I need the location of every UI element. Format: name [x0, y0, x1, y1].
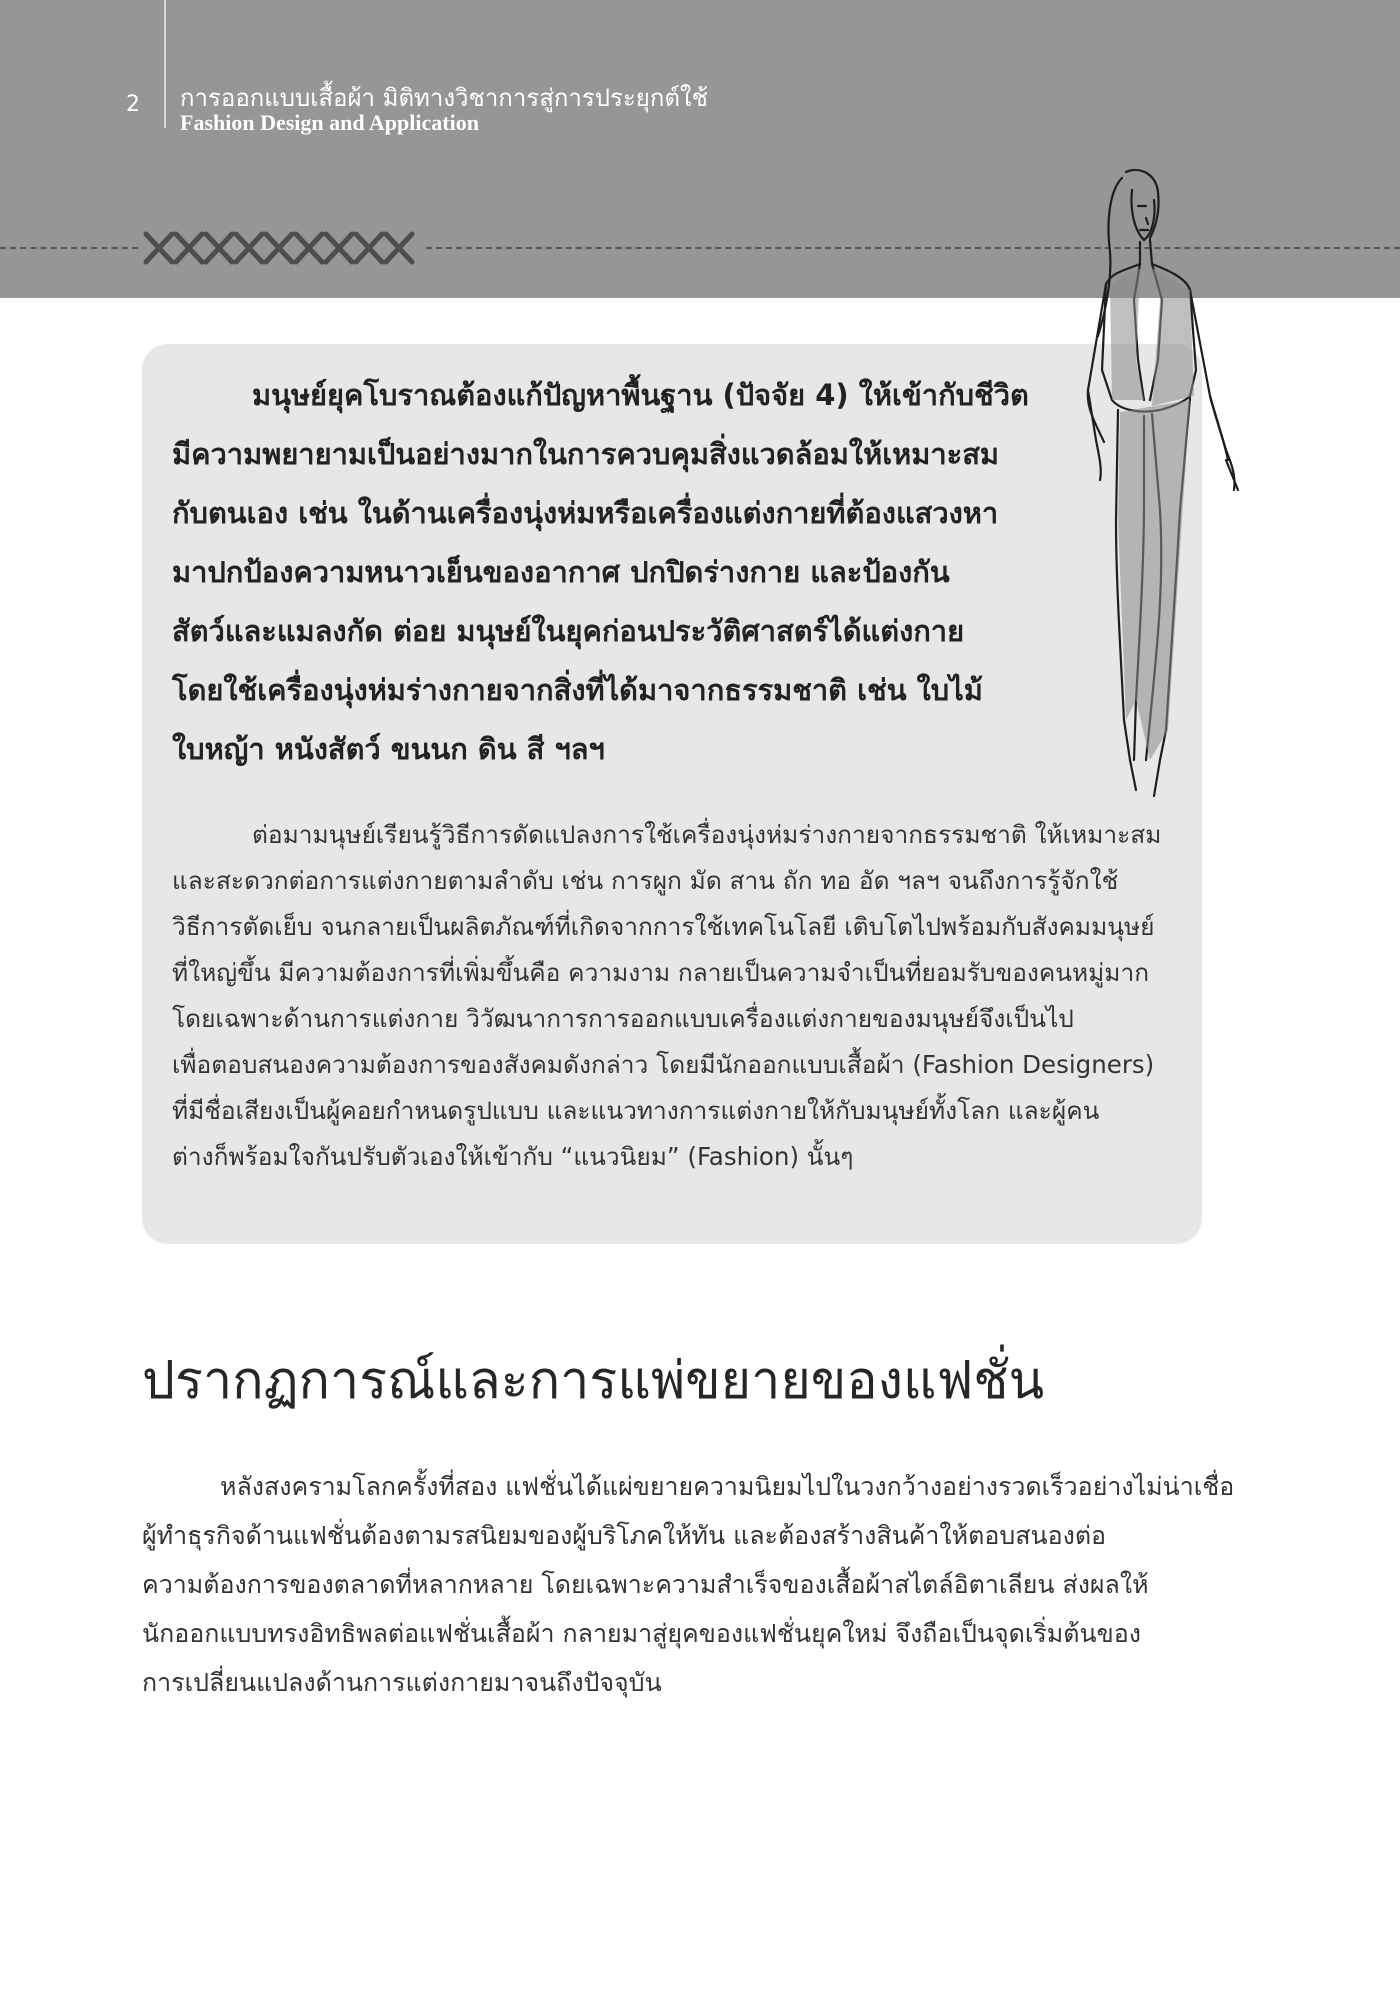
box-line: ที่มีชื่อเสียงเป็นผู้คอยกำหนดรูปแบบ และแนวทางการแต่งกายให้กับมนุษย์ทั้งโลก และผู้คน	[172, 1096, 1100, 1125]
book-title-thai: การออกแบบเสื้อผ้า มิติทางวิชาการสู่การประยุกต์ใช้	[180, 84, 708, 112]
lead-line: มาปกป้องความหนาวเย็นของอากาศ ปกปิดร่างกาย และป้องกัน	[172, 555, 950, 589]
lead-line: มีความพยายามเป็นอย่างมากในการควบคุมสิ่งแวดล้อมให้เหมาะสม	[172, 437, 1000, 471]
header-divider	[164, 0, 166, 128]
box-line: และสะดวกต่อการแต่งกายตามลำดับ เช่น การผูก มัด สาน ถัก ทอ อัด ฯลฯ จนถึงการรู้จักใช้	[172, 866, 1119, 895]
box-line: ต่อมามนุษย์เรียนรู้วิธีการดัดแปลงการใช้เครื่องนุ่งห่มร่างกายจากธรรมชาติ ให้เหมาะสม	[252, 820, 1162, 849]
box-line: เพื่อตอบสนองความต้องการของสังคมดังกล่าว โดยมีนักออกแบบเสื้อผ้า (Fashion Designers)	[172, 1050, 1155, 1079]
box-line: โดยเฉพาะด้านการแต่งกาย วิวัฒนาการการออกแบบเครื่องแต่งกายของมนุษย์จึงเป็นไป	[172, 1004, 1074, 1033]
fashion-sketch-icon	[1040, 160, 1240, 800]
section-line: การเปลี่ยนแปลงด้านการแต่งกายมาจนถึงปัจจุบัน	[142, 1668, 662, 1697]
box-line: ที่ใหญ่ขึ้น มีความต้องการที่เพิ่มขึ้นคือ ความงาม กลายเป็นความจำเป็นที่ยอมรับของคนหมู่มาก	[172, 958, 1150, 987]
lead-line: มนุษย์ยุคโบราณต้องแก้ปัญหาพื้นฐาน (ปัจจัย 4) ให้เข้ากับชีวิต	[252, 378, 1029, 412]
section-line: นักออกแบบทรงอิทธิพลต่อแฟชั่นเสื้อผ้า กลายมาสู่ยุคของแฟชั่นยุคใหม่ จึงถือเป็นจุดเริ่มต้นของ	[142, 1619, 1141, 1648]
box-line: วิธีการตัดเย็บ จนกลายเป็นผลิตภัณฑ์ที่เกิดจากการใช้เทคโนโลยี เติบโตไปพร้อมกับสังคมมนุษย์	[172, 912, 1155, 941]
box-line: ต่างก็พร้อมใจกันปรับตัวเองให้เข้ากับ “แนวนิยม” (Fashion) นั้นๆ	[172, 1142, 854, 1171]
cross-stitch-ornament	[142, 230, 422, 266]
lead-paragraph	[172, 366, 1029, 779]
page-number: 2	[126, 92, 140, 117]
book-title-english: Fashion Design and Application	[180, 110, 479, 135]
lead-line: กับตนเอง เช่น ในด้านเครื่องนุ่งห่มหรือเครื่องแต่งกายที่ต้องแสวงหา	[172, 496, 999, 530]
section-line: หลังสงครามโลกครั้งที่สอง แฟชั่นได้แผ่ขยายความนิยมไปในวงกว้างอย่างรวดเร็วอย่างไม่น่าเชื่อ	[220, 1472, 1235, 1501]
section-line: ความต้องการของตลาดที่หลากหลาย โดยเฉพาะความสำเร็จของเสื้อผ้าสไตล์อิตาเลียน ส่งผลให้	[142, 1570, 1149, 1599]
dashed-rule-right	[426, 247, 1400, 249]
section-heading: ปรากฏการณ์และการแพ่ขยายของแฟชั่น	[142, 1351, 1045, 1411]
lead-line: สัตว์และแมลงกัด ต่อย มนุษย์ในยุคก่อนประวัติศาสตร์ได้แต่งกาย	[172, 614, 965, 648]
section-paragraph	[142, 1462, 1235, 1707]
lead-line: ใบหญ้า หนังสัตว์ ขนนก ดิน สี ฯลฯ	[172, 732, 605, 766]
lead-line: โดยใช้เครื่องนุ่งห่มร่างกายจากสิ่งที่ได้มาจากธรรมชาติ เช่น ใบไม้	[172, 673, 983, 707]
box-paragraph	[172, 812, 1172, 1180]
section-line: ผู้ทำธุรกิจด้านแฟชั่นต้องตามรสนิยมของผู้บริโภคให้ทัน และต้องสร้างสินค้าให้ตอบสนองต่อ	[142, 1521, 1107, 1550]
dashed-rule-left	[0, 247, 138, 249]
